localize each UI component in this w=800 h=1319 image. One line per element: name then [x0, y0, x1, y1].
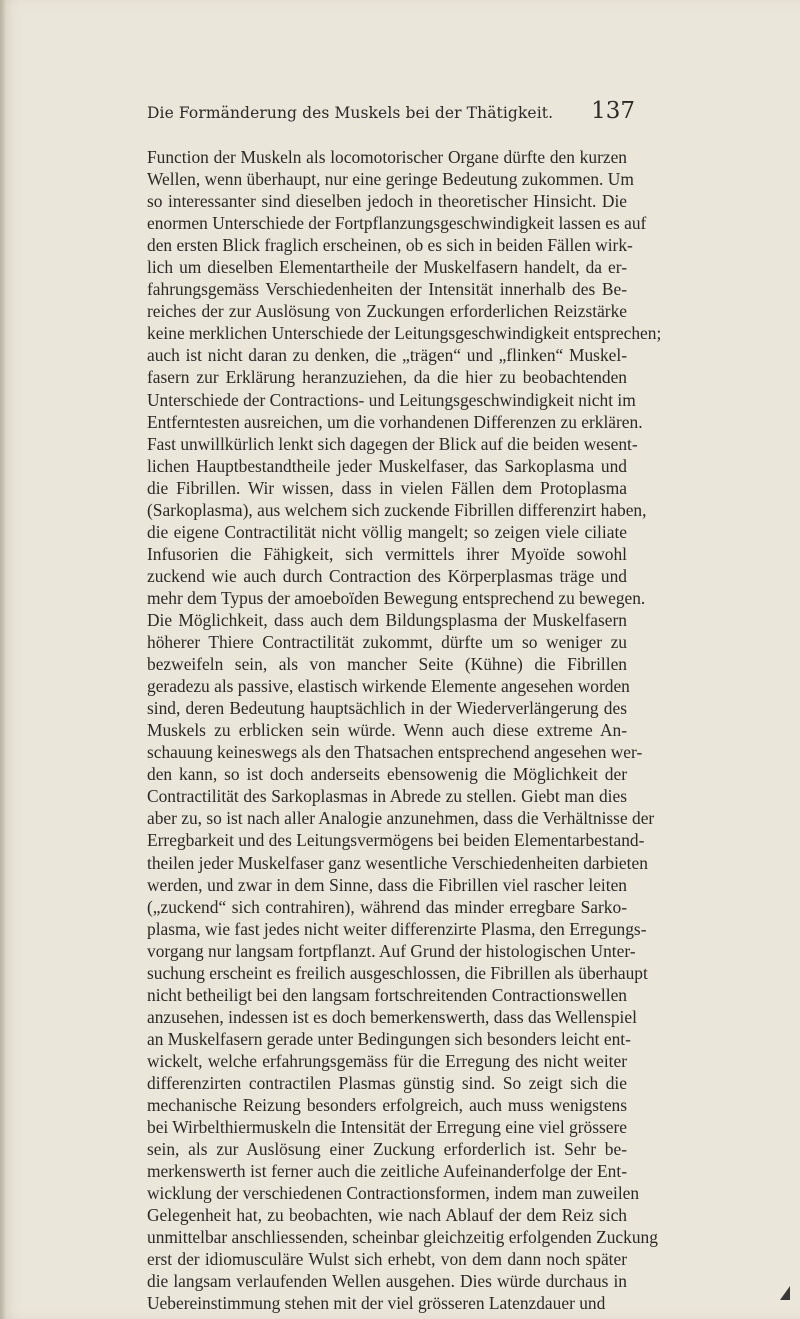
text-line: anzusehen, indessen ist es doch bemerkenswerth, dass das Wellenspiel	[147, 1006, 637, 1027]
text-line: enormen Unterschiede der Fortpflanzungsgeschwindigkeit lassen es auf	[147, 213, 647, 234]
text-line: an Muskelfasern gerade unter Bedingungen sich besonders leicht ent-	[147, 1028, 631, 1049]
text-line: die langsam verlaufenden Wellen ausgehen. Dies würde durchaus in	[147, 1271, 627, 1292]
body-text	[147, 146, 662, 1314]
text-line: Entferntesten ausreichen, um die vorhandenen Differenzen zu erklären.	[147, 411, 643, 432]
text-line: mehr dem Typus der amoeboïden Bewegung entsprechend zu bewegen.	[147, 587, 646, 608]
text-line: den kann, so ist doch anderseits ebensowenig die Möglichkeit der	[147, 764, 627, 785]
text-line: merkenswerth ist ferner auch die zeitliche Aufeinanderfolge der Ent-	[147, 1161, 627, 1182]
text-line: wickelt, welche erfahrungsgemäss für die Erregung des nicht weiter	[147, 1050, 627, 1071]
text-line: schauung keineswegs als den Thatsachen entsprechend angesehen wer-	[147, 742, 643, 763]
text-line: („zuckend“ sich contrahiren), während das minder erregbare Sarko-	[147, 896, 627, 917]
text-line: bezweifeln sein, als von mancher Seite (Kühne) die Fibrillen	[147, 654, 627, 675]
text-line: Muskels zu erblicken sein würde. Wenn auch diese extreme An-	[147, 720, 627, 741]
text-line: lichen Hauptbestandtheile jeder Muskelfaser, das Sarkoplasma und	[147, 455, 627, 476]
text-line: (Sarkoplasma), aus welchem sich zuckende Fibrillen differenzirt haben,	[147, 499, 647, 520]
corner-mark	[780, 1286, 790, 1300]
text-line: reiches der zur Auslösung von Zuckungen erforderlichen Reizstärke	[147, 301, 627, 322]
text-line: suchung erscheint es freilich ausgeschlossen, die Fibrillen als überhaupt	[147, 962, 648, 983]
text-line: Unterschiede der Contractions- und Leitungsgeschwindigkeit nicht im	[147, 389, 636, 410]
text-line: die eigene Contractilität nicht völlig mangelt; so zeigen viele ciliate	[147, 521, 627, 542]
text-line: so interessanter sind dieselben jedoch in theoretischer Hinsicht. Die	[147, 191, 627, 212]
text-line: unmittelbar anschliessenden, scheinbar gleichzeitig erfolgenden Zuckung	[147, 1227, 658, 1248]
text-line: höherer Thiere Contractilität zukommt, dürfte um so weniger zu	[147, 632, 627, 653]
text-line: Erregbarkeit und des Leitungsvermögens bei beiden Elementarbestand-	[147, 830, 645, 851]
text-line: sein, als zur Auslösung einer Zuckung erforderlich ist. Sehr be-	[147, 1139, 627, 1160]
text-line: Die Möglichkeit, dass auch dem Bildungsplasma der Muskelfasern	[147, 609, 627, 630]
text-line: zuckend wie auch durch Contraction des Körperplasmas träge und	[147, 565, 627, 586]
text-line: lich um dieselben Elementartheile der Muskelfasern handelt, da er-	[147, 257, 627, 278]
text-line: auch ist nicht daran zu denken, die „trägen“ und „flinken“ Muskel-	[147, 345, 627, 366]
text-line: wicklung der verschiedenen Contractionsformen, indem man zuweilen	[147, 1183, 640, 1204]
text-line: fahrungsgemäss Verschiedenheiten der Intensität innerhalb des Be-	[147, 279, 627, 300]
text-line: Fast unwillkürlich lenkt sich dagegen der Blick auf die beiden wesent-	[147, 433, 638, 454]
text-line: nicht betheiligt bei den langsam fortschreitenden Contractionswellen	[147, 984, 627, 1005]
page-header	[147, 98, 635, 128]
text-line: bei Wirbelthiermuskeln die Intensität der Erregung eine viel grössere	[147, 1117, 627, 1138]
text-line: Wellen, wenn überhaupt, nur eine geringe Bedeutung zukommen. Um	[147, 169, 634, 190]
text-line: Infusorien die Fähigkeit, sich vermittels ihrer Myoïde sowohl	[147, 543, 627, 564]
text-line: Function der Muskeln als locomotorischer Organe dürfte den kurzen	[147, 147, 627, 167]
running-title: Die Formänderung des Muskels bei der Thätigkeit.	[147, 104, 554, 122]
text-line: theilen jeder Muskelfaser ganz wesentliche Verschiedenheiten darbieten	[147, 852, 648, 873]
text-line: mechanische Reizung besonders erfolgreich, auch muss wenigstens	[147, 1095, 627, 1116]
text-line: die Fibrillen. Wir wissen, dass in vielen Fällen dem Protoplasma	[147, 477, 627, 498]
text-line: Uebereinstimmung stehen mit der viel grösseren Latenzdauer und	[147, 1293, 606, 1314]
text-line: vorgang nur langsam fortpflanzt. Auf Grund der histologischen Unter-	[147, 940, 636, 961]
text-line: erst der idiomusculäre Wulst sich erhebt, von dem dann noch später	[147, 1249, 627, 1270]
text-line: geradezu als passive, elastisch wirkende Elemente angesehen worden	[147, 676, 630, 697]
text-line: aber zu, so ist nach aller Analogie anzunehmen, dass die Verhältnisse der	[147, 808, 655, 829]
page-binding-edge	[0, 0, 6, 1319]
text-line: plasma, wie fast jedes nicht weiter differenzirte Plasma, den Erregungs-	[147, 918, 647, 939]
text-line: werden, und zwar in dem Sinne, dass die Fibrillen viel rascher leiten	[147, 874, 627, 895]
page-number: 137	[591, 98, 635, 124]
text-line: sind, deren Bedeutung hauptsächlich in der Wiederverlängerung des	[147, 698, 627, 719]
text-line: Contractilität des Sarkoplasmas in Abrede zu stellen. Giebt man dies	[147, 786, 627, 807]
text-line: keine merklichen Unterschiede der Leitungsgeschwindigkeit entsprechen;	[147, 323, 662, 344]
text-line: Gelegenheit hat, zu beobachten, wie nach Ablauf der dem Reiz sich	[147, 1205, 627, 1226]
text-line: fasern zur Erklärung heranzuziehen, da die hier zu beobachtenden	[147, 367, 627, 388]
text-line: den ersten Blick fraglich erscheinen, ob es sich in beiden Fällen wirk-	[147, 235, 633, 256]
text-line: differenzirten contractilen Plasmas günstig sind. So zeigt sich die	[147, 1072, 627, 1093]
